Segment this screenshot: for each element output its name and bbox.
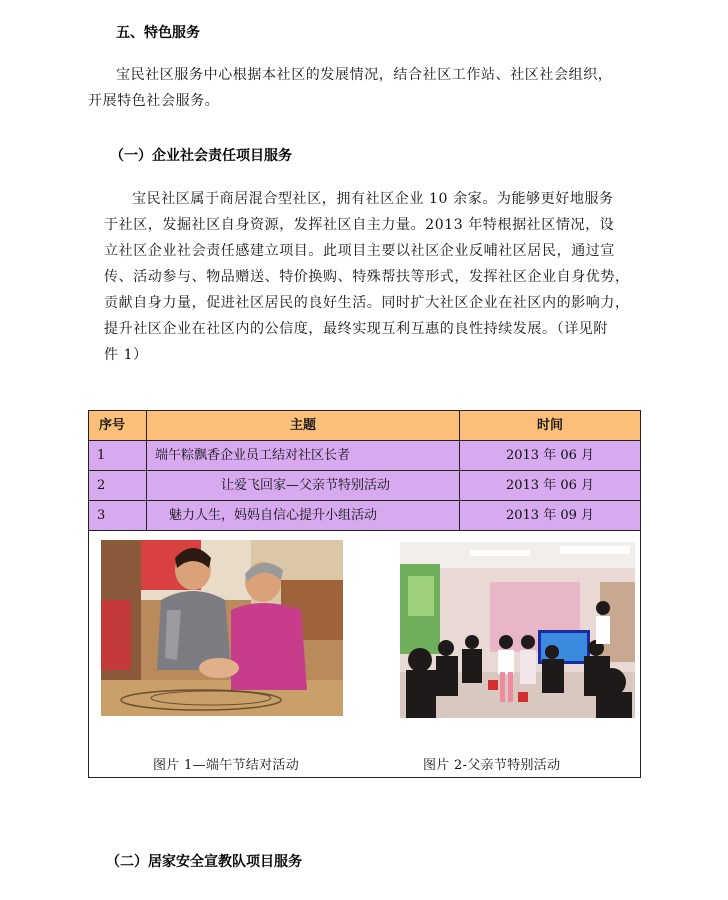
cell-theme: 让爱飞回家—父亲节特别活动	[147, 471, 460, 500]
body-line: 贡献自身力量，促进社区居民的良好生活。同时扩大社区企业在社区内的影响力，	[104, 295, 630, 311]
header-cell-date: 时间	[536, 418, 563, 433]
header-cell-index: 序号	[89, 411, 147, 440]
photo-fathers-day-activity	[400, 542, 635, 718]
cell-date: 2013 年 09 月	[505, 508, 595, 523]
photo-2-caption: 图片 2-父亲节特别活动	[423, 758, 561, 773]
subsection-1-title: （一）企业社会责任项目服务	[110, 148, 292, 164]
cell-theme: 端午粽飘香企业员工结对社区长者	[147, 441, 460, 470]
cell-index: 2	[89, 471, 147, 500]
body-line: 提升社区企业在社区内的公信度，最终实现互利互惠的良性持续发展。（详见附	[104, 321, 608, 337]
body-line: 于社区，发掘社区自身资源，发挥社区自主力量。2013 年特根据社区情况，设	[104, 217, 615, 233]
table-row	[89, 441, 640, 471]
cell-index: 1	[89, 441, 147, 470]
cell-date: 2013 年 06 月	[505, 478, 595, 493]
subsection-2-title: （二）居家安全宣教队项目服务	[106, 854, 302, 870]
cell-theme: 魅力人生，妈妈自信心提升小组活动	[147, 501, 460, 530]
table-row	[89, 471, 640, 501]
header-cell-theme: 主题	[147, 411, 460, 440]
intro-paragraph	[88, 62, 612, 114]
body-line: 传、活动参与、物品赠送、特价换购、特殊帮扶等形式，发挥社区企业自身优势，	[104, 269, 630, 285]
body-line: 立社区企业社会责任感建立项目。此项目主要以社区企业反哺社区居民，通过宣	[104, 243, 615, 259]
activity-table	[88, 410, 641, 778]
photo-dragon-boat-activity	[101, 540, 343, 716]
table-row	[89, 501, 640, 531]
body-line: 件 1）	[104, 347, 148, 363]
body-line: 宝民社区属于商居混合型社区，拥有社区企业 10 余家。为能够更好地服务	[132, 191, 614, 207]
table-header-row	[89, 411, 640, 441]
cell-date: 2013 年 06 月	[505, 448, 595, 463]
intro-line: 宝民社区服务中心根据本社区的发展情况，结合社区工作站、社区社会组织，	[116, 67, 613, 83]
cell-index: 3	[89, 501, 147, 530]
body-paragraph	[104, 186, 630, 368]
section-title: 五、特色服务	[116, 25, 200, 41]
photo-1-caption: 图片 1—端午节结对活动	[153, 758, 300, 773]
intro-line: 开展特色社会服务。	[88, 93, 220, 109]
